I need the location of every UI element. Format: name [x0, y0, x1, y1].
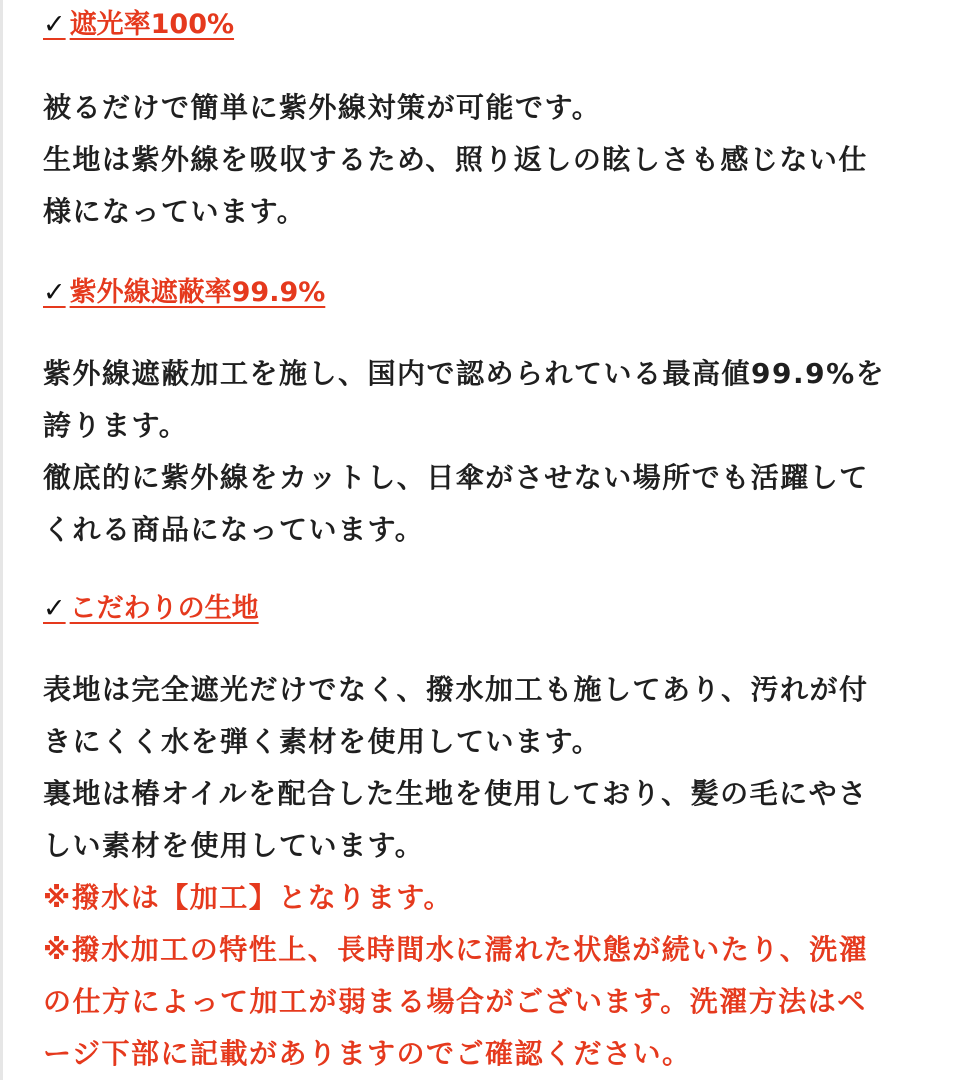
paragraph-shading-rate	[43, 82, 868, 238]
text-line: 紫外線遮蔽加工を施し、国内で認められている最高値99.9%を	[43, 357, 886, 390]
text-line: 生地は紫外線を吸収するため、照り返しの眩しさも感じない仕	[43, 143, 868, 176]
text-line: しい素材を使用しています。	[43, 829, 425, 862]
text-line: くれる商品になっています。	[43, 513, 425, 546]
paragraph-uv-block-rate	[43, 348, 885, 556]
heading-fabric	[43, 592, 259, 626]
text-line: 徹底的に紫外線をカットし、日傘がさせない場所でも活躍して	[43, 461, 869, 494]
text-line: 裏地は椿オイルを配合した生地を使用しており、髪の毛にやさ	[43, 777, 868, 810]
text-line: 様になっています。	[43, 195, 307, 228]
text-line: 被るだけで簡単に紫外線対策が可能です。	[43, 91, 602, 124]
note-line: ージ下部に記載がありますのでご確認ください。	[43, 1037, 692, 1070]
paragraph-fabric	[43, 664, 868, 1080]
heading-text: こだわりの生地	[69, 593, 259, 624]
text-line: 誇ります。	[43, 409, 189, 442]
note-line: ※撥水加工の特性上、長時間水に濡れた状態が続いたり、洗濯	[43, 933, 869, 966]
checkmark-icon: ✓	[43, 593, 66, 624]
left-border	[0, 0, 3, 1080]
note-line: の仕方によって加工が弱まる場合がございます。洗濯方法はペ	[43, 985, 867, 1018]
heading-shading-rate	[43, 8, 234, 42]
note-line: ※撥水は【加工】となります。	[43, 881, 453, 914]
text-line: きにくく水を弾く素材を使用しています。	[43, 725, 602, 758]
text-line: 表地は完全遮光だけでなく、撥水加工も施してあり、汚れが付	[43, 673, 869, 706]
heading-text: 紫外線遮蔽率99.9%	[69, 277, 326, 308]
checkmark-icon: ✓	[43, 277, 66, 308]
checkmark-icon: ✓	[43, 9, 66, 40]
heading-text: 遮光率100%	[69, 9, 235, 40]
heading-uv-block-rate	[43, 276, 325, 310]
